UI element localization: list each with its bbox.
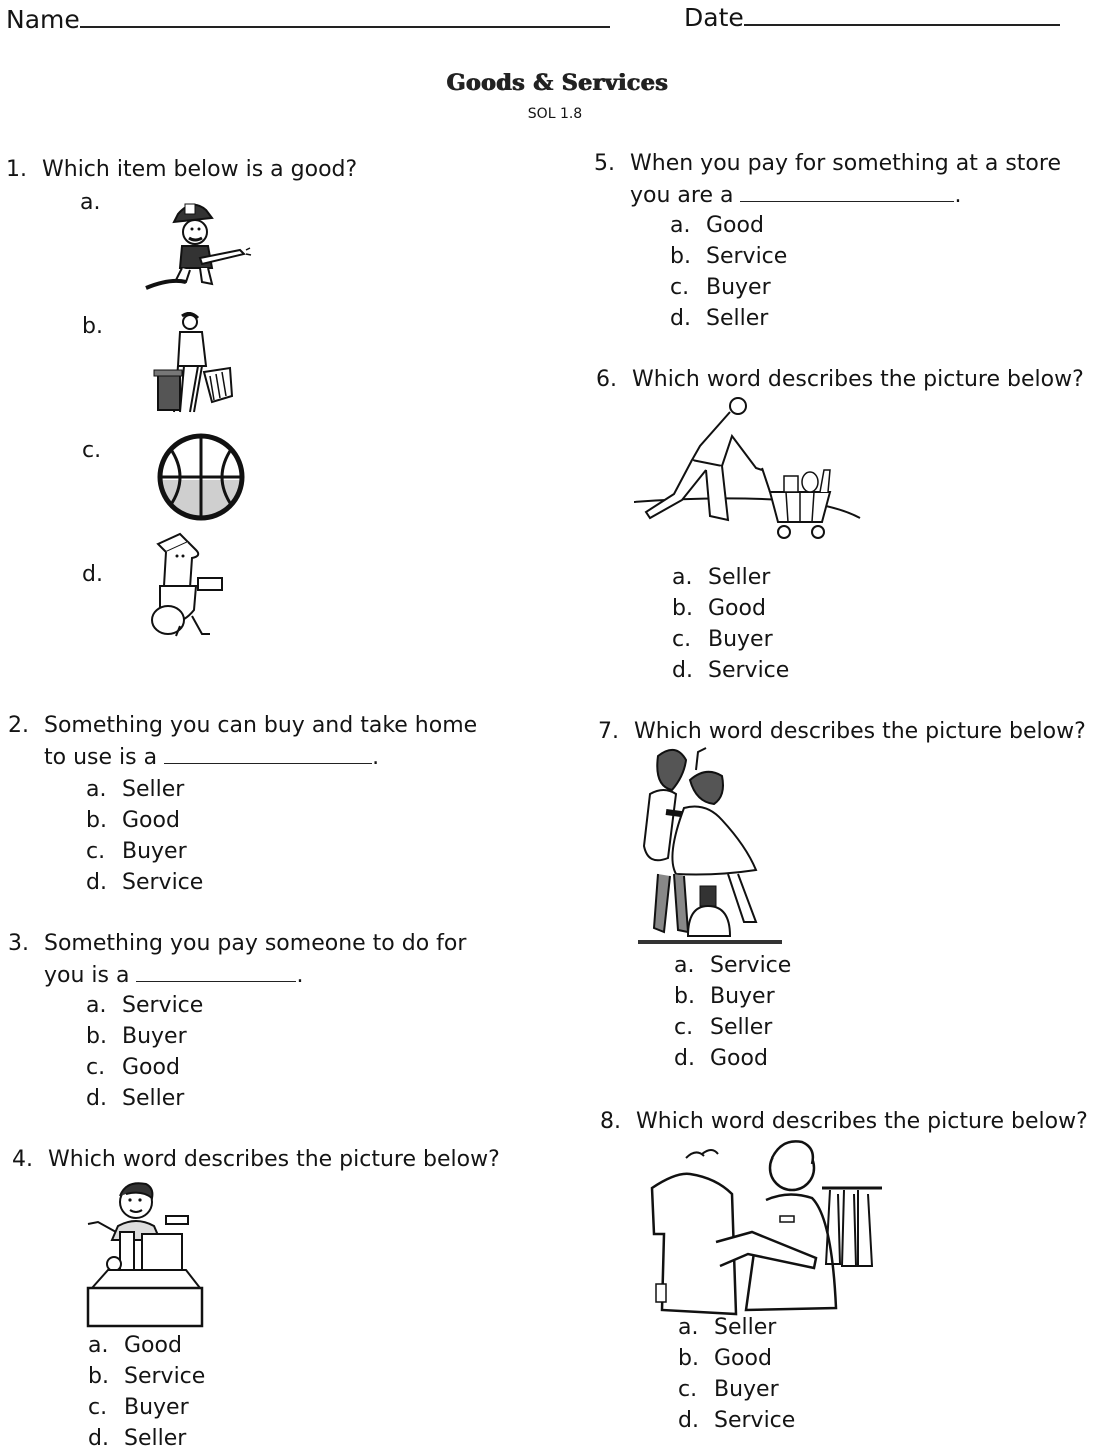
q8-option-b[interactable]: b. Good [678, 1346, 772, 1371]
answer-blank[interactable] [136, 981, 296, 982]
question-text: Which item below is a good? [42, 157, 358, 182]
q2-option-c[interactable]: c. Buyer [86, 839, 187, 864]
q6-option-d[interactable]: d. Service [672, 658, 790, 683]
q3-option-d[interactable]: d. Seller [86, 1086, 185, 1111]
answer-blank[interactable] [164, 763, 372, 764]
q4-option-b[interactable]: b. Service [88, 1364, 206, 1389]
q2-option-d[interactable]: d. Service [86, 870, 204, 895]
date-field[interactable] [684, 2, 1060, 32]
basketball-icon[interactable] [156, 432, 246, 522]
question-number: 8. [600, 1109, 621, 1134]
q5-option-b[interactable]: b. Service [670, 244, 788, 269]
page-title: Goods & Services [446, 70, 669, 96]
question-text: Which word describes the picture below? [48, 1147, 500, 1172]
question-text-line2: you are a [630, 183, 734, 208]
q3-options [86, 990, 203, 1114]
mail-carrier-icon[interactable] [150, 530, 240, 642]
question-text: Which word describes the picture below? [636, 1109, 1088, 1134]
q6-option-b[interactable]: b. Good [672, 596, 766, 621]
q2-option-b[interactable]: b. Good [86, 808, 180, 833]
date-blank-line[interactable] [744, 2, 1060, 26]
q1-option-a-letter[interactable]: a. [80, 190, 101, 215]
q4-options [88, 1330, 205, 1454]
q5-options [670, 210, 787, 334]
q8-options [678, 1312, 795, 1436]
q6-option-c[interactable]: c. Buyer [672, 627, 773, 652]
q3-option-a[interactable]: a. Service [86, 993, 204, 1018]
q1-option-c-letter[interactable]: c. [82, 438, 102, 463]
q7-option-c[interactable]: c. Seller [674, 1015, 773, 1040]
q4-option-c[interactable]: c. Buyer [88, 1395, 189, 1420]
name-label: Name [6, 5, 80, 34]
q3-option-c[interactable]: c. Good [86, 1055, 180, 1080]
q8-option-a[interactable]: a. Seller [678, 1315, 777, 1340]
question-text: Something you can buy and take home [44, 713, 478, 738]
hairdresser-icon [636, 746, 786, 950]
name-field[interactable] [6, 4, 610, 34]
question-number: 6. [596, 367, 617, 392]
question-2: 2. Something you can buy and take home to use is a . [8, 710, 477, 774]
question-8 [600, 1106, 1088, 1138]
trash-collector-icon[interactable] [150, 312, 240, 418]
question-number: 7. [598, 719, 619, 744]
question-number: 5. [594, 151, 615, 176]
clothing-store-clerk-icon [636, 1138, 886, 1318]
q7-option-a[interactable]: a. Service [674, 953, 792, 978]
q8-option-c[interactable]: c. Buyer [678, 1377, 779, 1402]
date-label: Date [684, 3, 744, 32]
question-3: 3. Something you pay someone to do for you is a . [8, 928, 466, 992]
q5-option-a[interactable]: a. Good [670, 213, 764, 238]
q5-option-d[interactable]: d. Seller [670, 306, 769, 331]
q4-option-d[interactable]: d. Seller [88, 1426, 187, 1451]
question-7 [598, 716, 1086, 748]
q8-option-d[interactable]: d. Service [678, 1408, 796, 1433]
q7-option-d[interactable]: d. Good [674, 1046, 768, 1071]
q7-option-b[interactable]: b. Buyer [674, 984, 775, 1009]
question-1 [6, 154, 357, 186]
q2-options [86, 774, 203, 898]
question-6 [596, 364, 1084, 396]
question-number: 2. [8, 713, 29, 738]
q5-option-c[interactable]: c. Buyer [670, 275, 771, 300]
question-5: 5. When you pay for something at a store you are a . [594, 148, 1061, 212]
question-text: When you pay for something at a store [630, 151, 1061, 176]
q1-option-d-letter[interactable]: d. [82, 562, 103, 587]
answer-blank[interactable] [740, 201, 954, 202]
name-blank-line[interactable] [80, 4, 610, 28]
q7-options [674, 950, 791, 1074]
q6-option-a[interactable]: a. Seller [672, 565, 771, 590]
q6-options [672, 562, 789, 686]
question-text-line2: you is a [44, 963, 130, 988]
question-number: 4. [12, 1147, 33, 1172]
question-number: 1. [6, 157, 27, 182]
question-text: Which word describes the picture below? [634, 719, 1086, 744]
q4-option-a[interactable]: a. Good [88, 1333, 182, 1358]
question-4 [12, 1144, 500, 1176]
shopper-with-cart-icon [634, 396, 864, 546]
firefighter-icon[interactable] [140, 196, 260, 292]
question-text-line2: to use is a [44, 745, 158, 770]
question-number: 3. [8, 931, 29, 956]
cashier-icon [86, 1180, 206, 1328]
question-text: Which word describes the picture below? [632, 367, 1084, 392]
q3-option-b[interactable]: b. Buyer [86, 1024, 187, 1049]
question-text: Something you pay someone to do for [44, 931, 467, 956]
page-subtitle: SOL 1.8 [527, 106, 583, 122]
q1-option-b-letter[interactable]: b. [82, 314, 103, 339]
q2-option-a[interactable]: a. Seller [86, 777, 185, 802]
